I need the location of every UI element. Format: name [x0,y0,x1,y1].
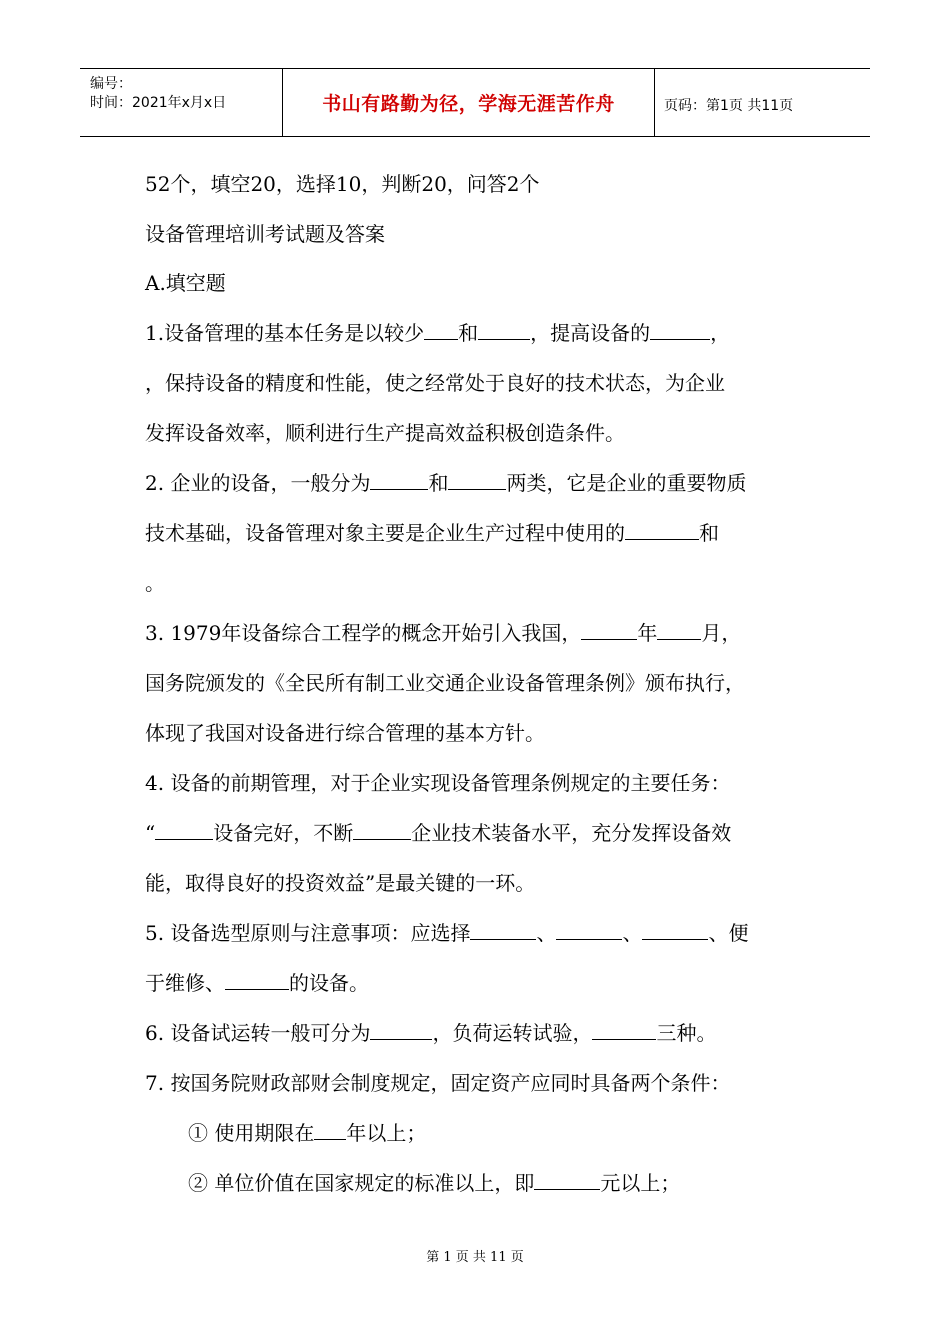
blank[interactable] [625,521,699,540]
blank[interactable] [581,621,637,640]
question-3-line-1: 3. 1979年设备综合工程学的概念开始引入我国， 年 月， [145,621,742,645]
page-footer: 第 1 页 共 11 页 [426,1250,524,1265]
blank[interactable] [448,471,506,490]
blank[interactable] [534,1171,600,1190]
question-1-line-3: 发挥设备效率，顺利进行生产提高效益积极创造条件。 [145,421,625,445]
header-page-label: 页码：第1页 共11页 [664,98,794,114]
question-1-line-1: 1.设备管理的基本任务是以较少 和 ，提高设备的 ， [145,321,731,345]
question-1-line-2: ，保持设备的精度和性能，使之经常处于良好的技术状态，为企业 [145,371,725,395]
blank[interactable] [424,321,458,340]
blank[interactable] [478,321,530,340]
question-2-line-2: 技术基础，设备管理对象主要是企业生产过程中使用的 和 [145,521,719,545]
question-3-line-3: 体现了我国对设备进行综合管理的基本方针。 [145,721,545,745]
question-7-item-2: ② 单位价值在国家规定的标准以上，即 元以上； [188,1171,681,1195]
blank[interactable] [470,921,536,940]
header-top-rule [80,68,870,69]
question-7-item-1: ① 使用期限在 年以上； [188,1121,427,1145]
blank[interactable] [650,321,710,340]
blank[interactable] [155,821,213,840]
header-time-label: 时间：2021年x月x日 [90,95,227,111]
header-divider-right [654,68,655,136]
blank[interactable] [370,471,428,490]
question-5-line-1: 5. 设备选型原则与注意事项：应选择 、 、 、便 [145,921,749,945]
blank[interactable] [353,821,411,840]
header-bottom-rule [80,136,870,137]
question-2-line-1: 2. 企业的设备，一般分为 和 两类，它是企业的重要物质 [145,471,747,495]
blank[interactable] [225,971,289,990]
question-3-line-2: 国务院颁发的《全民所有制工业交通企业设备管理条例》颁布执行， [145,671,745,695]
question-7-line-1: 7. 按国务院财政部财会制度规定，固定资产应同时具备两个条件： [145,1071,731,1095]
question-5-line-2: 于维修、 的设备。 [145,971,369,995]
section-heading-fill-blank: A.填空题 [145,271,226,295]
question-4-line-3: 能，取得良好的投资效益”是最关键的一环。 [145,871,536,895]
header-motto: 书山有路勤为径，学海无涯苦作舟 [322,93,615,115]
blank[interactable] [657,621,701,640]
question-4-line-2: “ 设备完好，不断 企业技术装备水平，充分发挥设备效 [145,821,732,845]
question-6-line-1: 6. 设备试运转一般可分为 ，负荷运转试验， 三种。 [145,1021,717,1045]
document-title: 设备管理培训考试题及答案 [145,222,385,246]
header-number-label: 编号： [90,76,132,92]
blank[interactable] [314,1121,346,1140]
question-2-line-3: 。 [145,571,165,595]
summary-line: 52个，填空20，选择10，判断20，问答2个 [145,172,540,196]
blank[interactable] [370,1021,432,1040]
question-4-line-1: 4. 设备的前期管理，对于企业实现设备管理条例规定的主要任务： [145,771,731,795]
blank[interactable] [592,1021,656,1040]
blank[interactable] [642,921,708,940]
blank[interactable] [556,921,622,940]
